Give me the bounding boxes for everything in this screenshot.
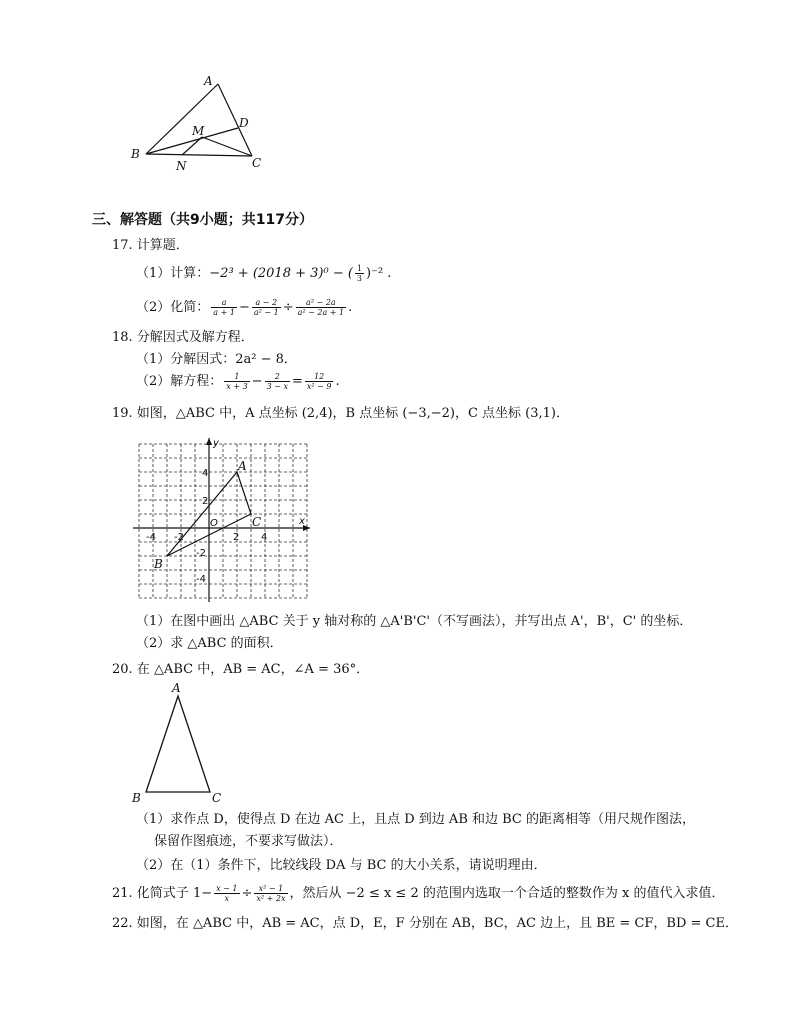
label-b: B	[131, 147, 140, 161]
q17-part2-end: .	[348, 300, 353, 315]
label-m: M	[192, 124, 205, 138]
q21-suffix: ，然后从 −2 ≤ x ≤ 2 的范围内选取一个合适的整数作为 x 的值代入求值．	[289, 886, 725, 901]
q18-part2-fraction1	[224, 372, 249, 391]
y-axis-arrow-icon	[206, 438, 212, 445]
x-axis-label: x	[299, 516, 305, 527]
q21-prefix: 21. 化简式子 1−	[112, 886, 213, 901]
q20-part1-line1: （1）求作点 D，使得点 D 在边 AC 上，且点 D 到边 AB 和边 BC 的距离相等（用尺规作图法，	[136, 812, 696, 827]
q18-part2-f1-num: 1	[224, 372, 249, 382]
triangle-abc-isosceles	[146, 696, 210, 792]
q21-f1-num: x − 1	[216, 884, 238, 893]
point-a-label: A	[238, 459, 247, 473]
tick-x-2: 2	[233, 532, 240, 543]
point-c-label: C	[252, 515, 262, 529]
q19-part1: （1）在图中画出 △ABC 关于 y 轴对称的 △A'B'C'（不写画法），并写出点 A'，B'，C' 的坐标．	[136, 614, 693, 629]
tick-x-neg2: -2	[174, 532, 184, 543]
q17-part2-f2-den: a² − 1	[253, 308, 279, 317]
q17-part2-fraction1	[211, 298, 237, 317]
q17-part1-fraction	[355, 264, 364, 283]
q17-part2: （2）化简： $\frac{a}{a + 1}$ − $\frac{a - 2}{\text{a² − 1}}$ ÷ $\frac{\text{a² − 2a}}{\text{a² − 2a + 1}}$ .	[136, 298, 353, 317]
q21	[112, 884, 724, 903]
q18-part2: （2）解方程： $\frac{1}{x + 3}$ − $\frac{2}{3 - x}$ = $\frac{12}{\text{x² − 9}}$ .	[136, 372, 340, 391]
q17-part1-expr: −2³ + (2018 + 3)⁰ − (	[209, 266, 353, 281]
segment-mn	[182, 137, 202, 155]
q21-fraction1	[214, 884, 239, 903]
tick-x-neg4: -4	[146, 532, 156, 543]
q17-part2-f1-den: a + 1	[213, 308, 235, 317]
q17-part2-f3-den: a² − 2a + 1	[297, 308, 345, 317]
q20-part2: （2）在（1）条件下，比较线段 DA 与 BC 的大小关系，请说明理由．	[136, 858, 547, 873]
y-axis-label: y	[213, 438, 219, 449]
side-bc	[146, 154, 252, 156]
q17-part2-f3-num: a² − 2a	[296, 298, 347, 308]
q20-label-c: C	[212, 791, 222, 805]
q17-part1-prefix: （1）计算：	[136, 266, 210, 281]
point-b-label: B	[154, 557, 163, 571]
q20-part1-line2: 保留作图痕迹，不要求写做法）．	[154, 834, 343, 849]
label-d: D	[239, 116, 249, 130]
q22: 22. 如图，在 △ABC 中，AB = AC，点 D，E，F 分别在 AB，BC，AC 边上，且 BE = CF，BD = CE．	[112, 916, 738, 931]
origin-label: O	[210, 518, 218, 529]
q21-f1-den: x	[224, 894, 230, 903]
q18-part2-f3-den: x² − 9	[306, 382, 332, 391]
q19-part2: （2）求 △ABC 的面积．	[136, 636, 283, 651]
tick-y-2: 2	[202, 496, 209, 507]
q19-title: 19. 如图，△ABC 中，A 点坐标 (2,4)，B 点坐标 (−3,−2)，C 点坐标 (3,1)．	[112, 406, 569, 421]
q17-part1-end: )⁻² .	[366, 266, 392, 281]
q17-part2-fraction2	[252, 298, 281, 317]
tick-x-4: 4	[261, 532, 268, 543]
label-c: C	[252, 156, 262, 170]
triangle-abc-figure	[128, 70, 268, 175]
label-n: N	[176, 159, 187, 173]
q17-title: 17. 计算题．	[112, 238, 189, 253]
q18-part2-f2-den: 3 − x	[266, 382, 288, 391]
q18-part2-eq: =	[291, 374, 303, 389]
q18-part2-f3-num: 12	[305, 372, 334, 382]
isosceles-triangle-figure	[128, 680, 238, 808]
q17-part2-fraction3	[296, 298, 347, 317]
grid-lines	[139, 444, 307, 598]
q18-part2-fraction2	[265, 372, 290, 391]
q18-part2-prefix: （2）解方程：	[136, 374, 223, 389]
q18-part2-f2-num: 2	[265, 372, 290, 382]
q20-title: 20. 在 △ABC 中，AB = AC，∠A = 36°．	[112, 662, 370, 677]
tick-y-neg2: -2	[196, 548, 206, 559]
q18-part2-fraction3	[305, 372, 334, 391]
q21-fraction2	[254, 884, 287, 903]
q18-part1: （1）分解因式：2a² − 8．	[136, 352, 297, 367]
tick-y-4: 4	[202, 468, 209, 479]
q18-part2-end: .	[335, 374, 340, 389]
q17-part2-div: ÷	[282, 300, 294, 315]
q17-part2-f2-num: a − 2	[252, 298, 281, 308]
section-header: 三、解答题（共9小题；共117分）	[92, 212, 313, 228]
q21-f2-den: x² + 2x	[256, 894, 286, 903]
q20-label-a: A	[172, 681, 181, 695]
q17-part1-denominator: 3	[356, 274, 363, 283]
coordinate-grid-figure	[128, 432, 318, 604]
q17-part2-prefix: （2）化简：	[136, 300, 210, 315]
q17-part1-numerator: 1	[356, 264, 363, 273]
label-a: A	[204, 74, 213, 88]
q17-part1	[136, 264, 391, 283]
tick-y-neg4: -4	[196, 574, 206, 585]
q17-part2-f1-num: a	[211, 298, 237, 308]
q18-title: 18. 分解因式及解方程．	[112, 330, 254, 345]
q21-f2-num: x² − 1	[254, 884, 287, 894]
q21-div: ÷	[241, 886, 253, 901]
q18-part2-f1-den: x + 3	[226, 382, 248, 391]
q20-label-b: B	[132, 791, 141, 805]
